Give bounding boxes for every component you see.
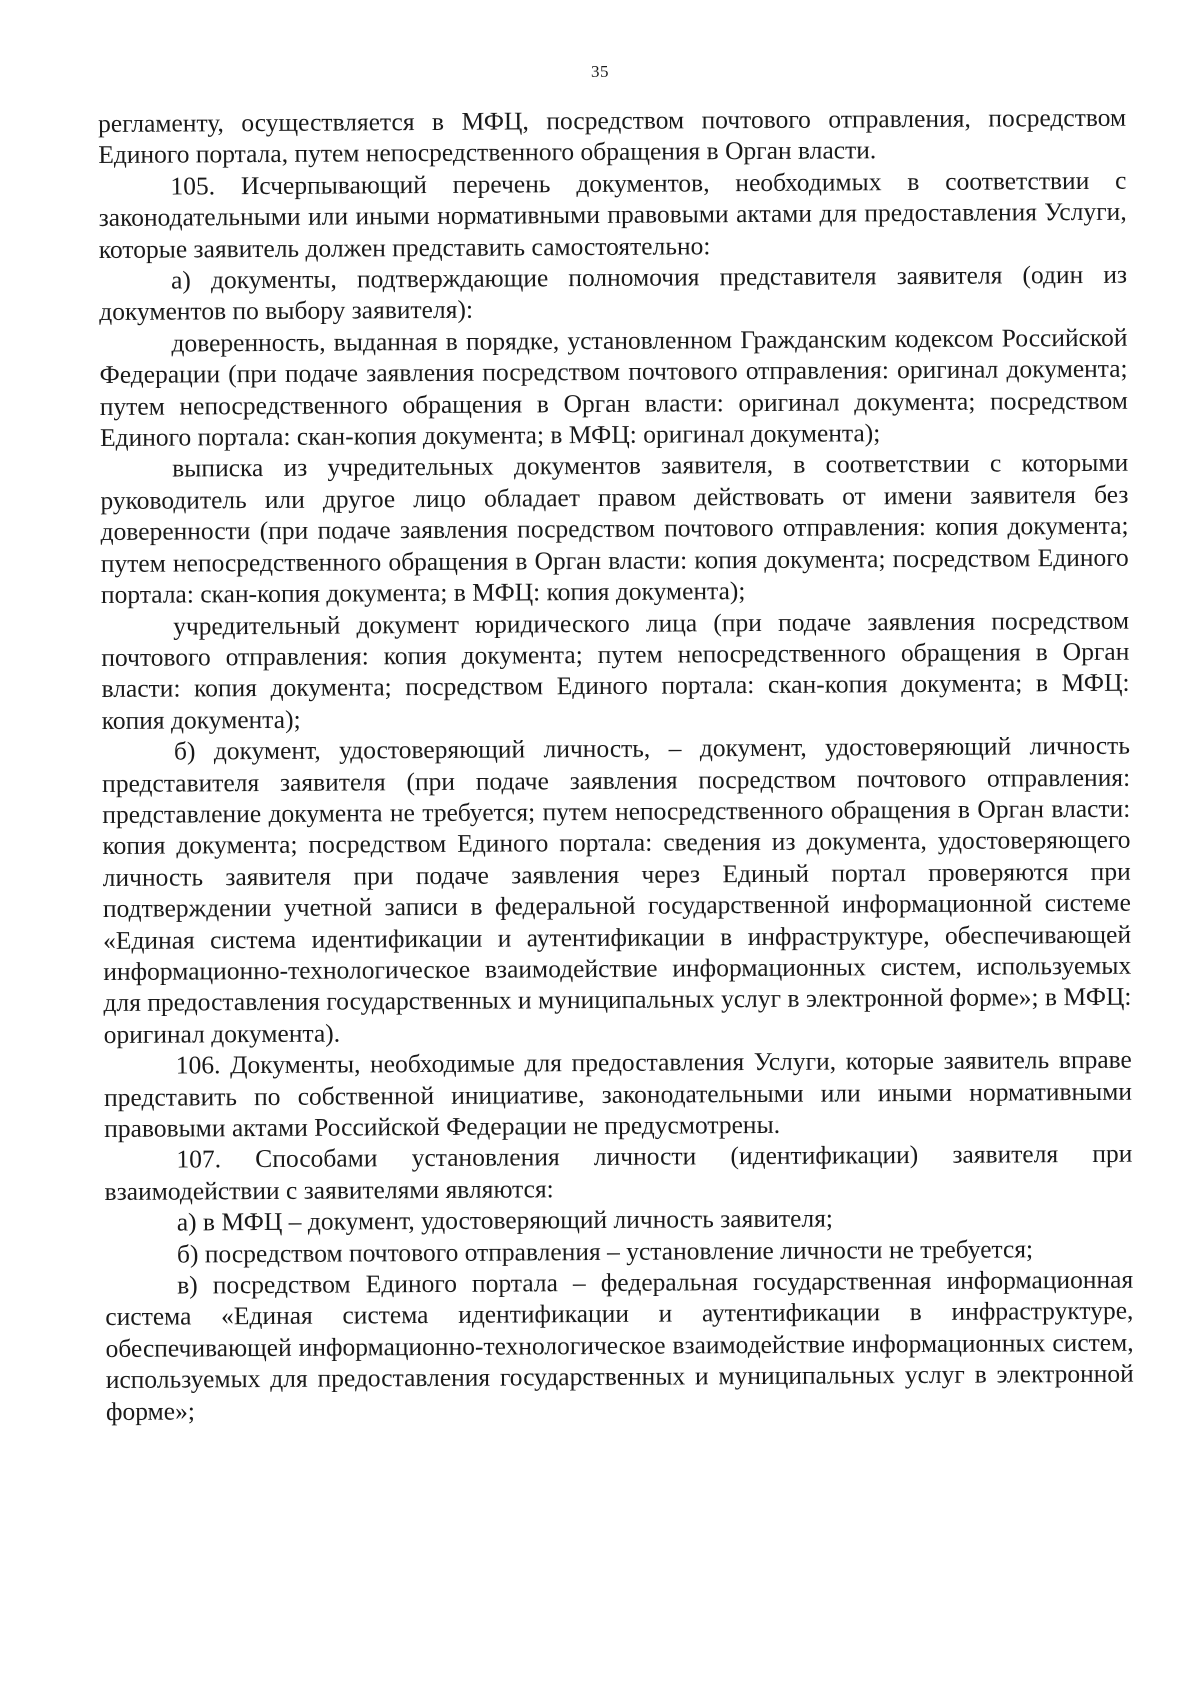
paragraph-107-b: б) посредством почтового отправления – установление личности не требуется; (176, 1233, 1034, 1269)
document-text (98, 102, 1134, 1427)
paragraph-founding-document: учредительный документ юридического лица (при подаче заявления посредством почтового отправления: копия документа; путем непосредственного обращения в Орган власти: копия документа; посредством Единого портала: скан-копия документа; в МФЦ: копия документа); (101, 605, 1130, 735)
paragraph-105: 105. Исчерпывающий перечень документов, необходимых в соответствии с законодательными или иными нормативными правовыми актами для предоставления Услуги, которые заявитель должен представить самостоятельно: (98, 165, 1127, 264)
paragraph-power-of-attorney: доверенность, выданная в порядке, установленном Гражданским кодексом Российской Федерации (при подаче заявления посредством почтового отправления: оригинал документа; путем непосредственного обращения в Орган власти: оригинал документа; посредством Единого портала: скан-копия документа; в МФЦ: оригинал документа); (99, 322, 1128, 453)
paragraph-107-c: в) посредством Единого портала – федеральная государственная информационная система «Единая система идентификации и аутентификации в инфраструктуре, обеспечивающей информационно-технологическое взаимодействие информационных систем, используемых для предоставления государственных и муниципальных услуг в электронной форме»; (105, 1264, 1134, 1426)
paragraph-107: 107. Способами установления личности (идентификации) заявителя при взаимодействии с заявителями являются: (104, 1139, 1133, 1206)
paragraph-107-a: а) в МФЦ – документ, удостоверяющий личность заявителя; (176, 1203, 834, 1237)
paragraph-106: 106. Документы, необходимые для предоставления Услуги, которые заявитель вправе представить по собственной инициативе, законодательными или иными нормативными правовыми актами Российской Федерации не предусмотрены. (103, 1044, 1133, 1143)
paragraph-105-a: а) документы, подтверждающие полномочия представителя заявителя (один из документов по выбору заявителя): (99, 259, 1128, 327)
paragraph-continuation: регламенту, осуществляется в МФЦ, посредством почтового отправления, посредством Единого портала, путем непосредственного обращения в Орган власти. (98, 102, 1127, 170)
paragraph-extract: выписка из учредительных документов заявителя, в соответствии с которыми руководитель или другое лицо обладает правом действовать от имени заявителя без доверенности (при подаче заявления посредством почтового отправления: копия документа; путем непосредственного обращения в Орган власти: копия документа; посредством Единого портала: скан-копия документа; в МФЦ: копия документа); (100, 448, 1129, 610)
page-number: 35 (591, 62, 609, 81)
paragraph-105-b: б) документ, удостоверяющий личность, – документ, удостоверяющий личность представителя заявителя (при подаче заявления посредством почтового отправления: представление документа не требуется; путем непосредственного обращения в Орган власти: копия документа; посредством Единого портала: сведения из документа, удостоверяющего личность заявителя при подаче заявления через Единый портал проверяются при подтверждении учетной записи в федеральной государственной информационной системе «Единая система идентификации и аутентификации в инфраструктуре, обеспечивающей информационно-технологическое взаимодействие информационных систем, используемых для предоставления государственных и муниципальных услуг в электронной форме»; в МФЦ: оригинал документа). (102, 730, 1132, 1049)
